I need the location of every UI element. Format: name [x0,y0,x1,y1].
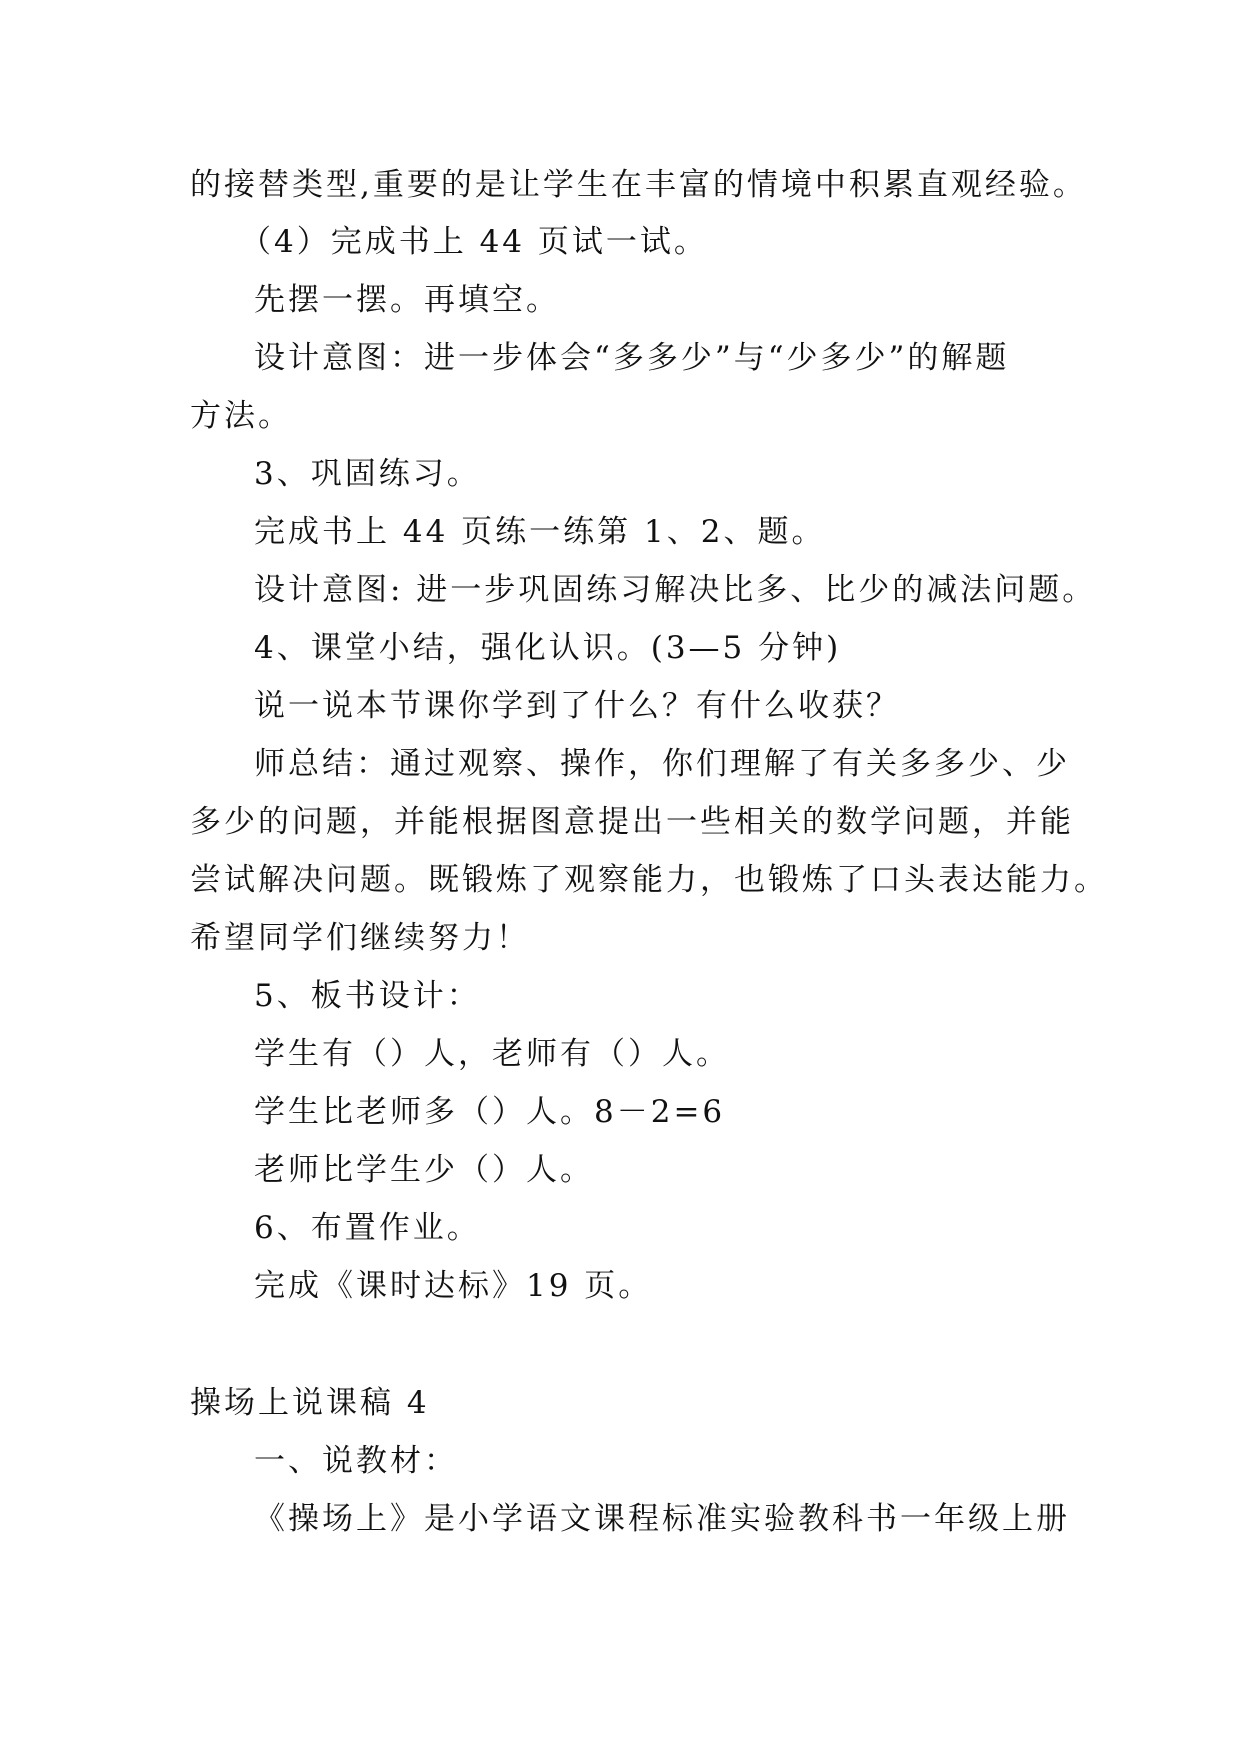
paragraph-line: 希望同学们继续努力！ [190,920,530,956]
paragraph-line: 一、说教材： [254,1443,458,1479]
paragraph-line: 完成书上 44 页练一练第 1、2、题。 [254,514,826,550]
paragraph-line: 学生比老师多（）人。8－2=6 [254,1094,726,1130]
paragraph-line: 方法。 [190,398,292,434]
paragraph-line: 3、巩固练习。 [254,456,481,492]
section-title: 操场上说课稿 4 [190,1385,430,1421]
paragraph-line: 尝试解决问题。既锻炼了观察能力，也锻炼了口头表达能力。 [190,862,1108,898]
paragraph-line: 师总结：通过观察、操作，你们理解了有关多多少、少 [254,746,1070,782]
paragraph-line: 《操场上》是小学语文课程标准实验教科书一年级上册 [254,1501,1070,1537]
paragraph-line: 5、板书设计： [254,978,481,1014]
paragraph-line: 4、课堂小结，强化认识。(3—5 分钟) [254,630,842,666]
paragraph-line: 多少的问题，并能根据图意提出一些相关的数学问题，并能 [190,804,1074,840]
paragraph-line: 的接替类型,重要的是让学生在丰富的情境中积累直观经验。 [190,167,1087,203]
paragraph-line: 设计意图：进一步体会“多多少”与“少多少”的解题 [254,340,1010,376]
paragraph-line: 学生有（）人，老师有（）人。 [254,1036,730,1072]
paragraph-line: 完成《课时达标》19 页。 [254,1268,653,1304]
paragraph-line: 6、布置作业。 [254,1210,481,1246]
paragraph-line: 老师比学生少（）人。 [254,1152,594,1188]
paragraph-line: 说一说本节课你学到了什么？有什么收获？ [254,688,900,724]
paragraph-line: （4）完成书上 44 页试一试。 [240,224,708,260]
paragraph-line: 设计意图: 进一步巩固练习解决比多、比少的减法问题。 [254,572,1097,608]
paragraph-line: 先摆一摆。再填空。 [254,282,560,318]
